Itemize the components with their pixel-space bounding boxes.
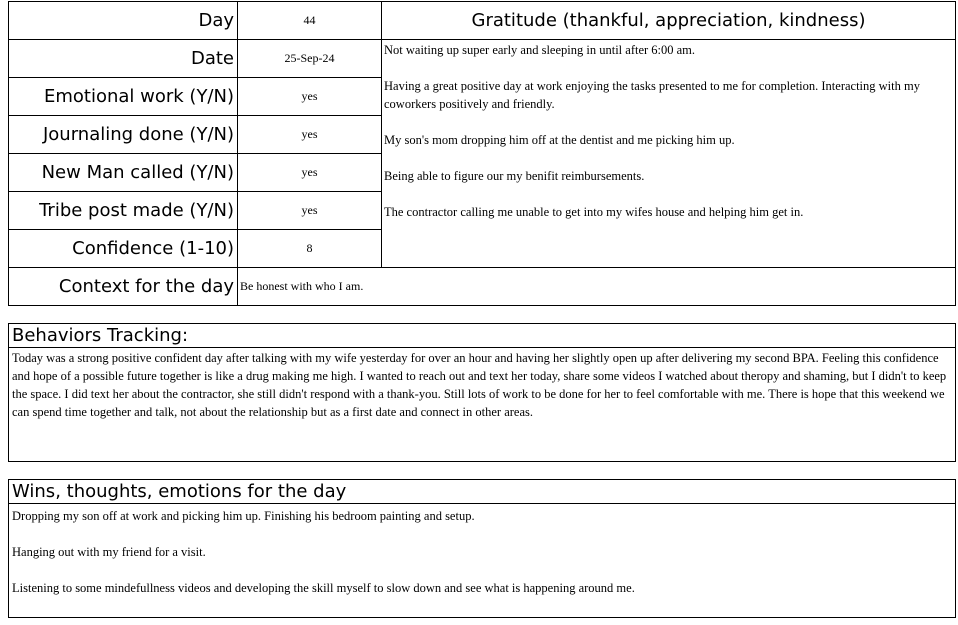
wins-item: Listening to some mindefullness videos and developing the skill myself to slow down and see what is happening around me. bbox=[12, 581, 635, 595]
context-value[interactable]: Be honest with who I am. bbox=[237, 267, 956, 306]
wins-item: Hanging out with my friend for a visit. bbox=[12, 545, 206, 559]
day-label: Day bbox=[8, 1, 238, 40]
confidence-label: Confidence (1-10) bbox=[8, 229, 238, 268]
journaling-label: Journaling done (Y/N) bbox=[8, 115, 238, 154]
date-label: Date bbox=[8, 39, 238, 78]
gratitude-item: Being able to figure our my benifit reimbursements. bbox=[384, 169, 645, 183]
gratitude-item: The contractor calling me unable to get into my wifes house and helping him get in. bbox=[384, 205, 804, 219]
new-man-called-label: New Man called (Y/N) bbox=[8, 153, 238, 192]
wins-title: Wins, thoughts, emotions for the day bbox=[8, 479, 956, 504]
emotional-work-label: Emotional work (Y/N) bbox=[8, 77, 238, 116]
tribe-post-value[interactable]: yes bbox=[237, 191, 382, 230]
wins-list[interactable] bbox=[8, 503, 956, 618]
behaviors-text[interactable]: Today was a strong positive confident day after talking with my wife yesterday for over an hour and having her slightly open up after delivering my second BPA. Feeling this confidence and hope of a possible future together is like a drug making me high. I wanted to reach out and text her today, share some videos I watched about theropy and shaming, but I didn't to keep the space. I did text her about the contractor, she still didn't respond with a thank-you. Still lots of work to be done for her to feel comfortable with me. There is hope that this weekend we can spend time together and talk, not about the relationship but as a first date and connect in other areas. bbox=[8, 347, 956, 462]
gratitude-item: My son's mom dropping him off at the dentist and me picking him up. bbox=[384, 133, 735, 147]
gratitude-title: Gratitude (thankful, appreciation, kindness) bbox=[381, 1, 956, 40]
day-value[interactable]: 44 bbox=[237, 1, 382, 40]
confidence-value[interactable]: 8 bbox=[237, 229, 382, 268]
new-man-called-value[interactable]: yes bbox=[237, 153, 382, 192]
tribe-post-label: Tribe post made (Y/N) bbox=[8, 191, 238, 230]
gratitude-list[interactable] bbox=[381, 39, 956, 268]
journaling-value[interactable]: yes bbox=[237, 115, 382, 154]
gratitude-item: Not waiting up super early and sleeping in until after 6:00 am. bbox=[384, 43, 696, 57]
context-label: Context for the day bbox=[8, 267, 238, 306]
date-value[interactable]: 25-Sep-24 bbox=[237, 39, 382, 78]
wins-item: Dropping my son off at work and picking him up. Finishing his bedroom painting and setup. bbox=[12, 509, 475, 523]
behaviors-title: Behaviors Tracking: bbox=[8, 323, 956, 348]
gratitude-item: Having a great positive day at work enjoying the tasks presented to me for completion. Interacting with my coworkers positively and friendly. bbox=[384, 79, 920, 111]
emotional-work-value[interactable]: yes bbox=[237, 77, 382, 116]
